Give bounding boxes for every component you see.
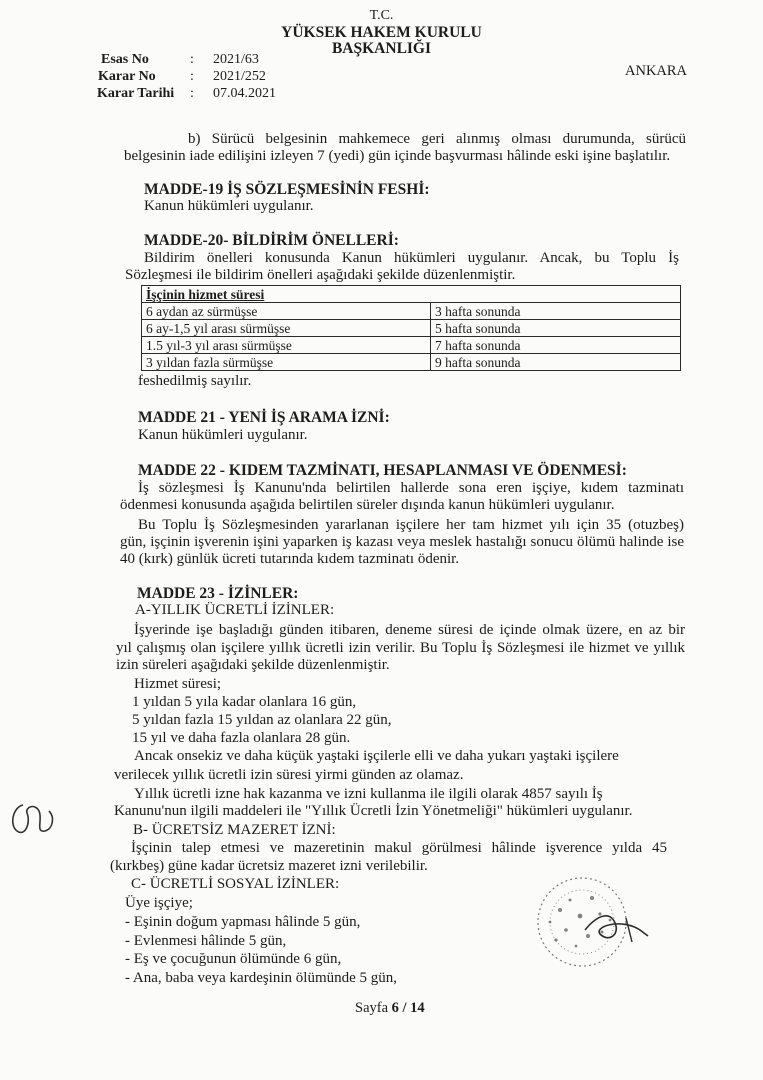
- intro-line-2: belgesinin iade edilişini izleyen 7 (yedi) gün içinde başvurması hâlinde eski işine başlatılır.: [124, 148, 671, 164]
- table-row: [142, 320, 681, 337]
- list-item: - Eşinin doğum yapması hâlinde 5 gün,: [125, 914, 361, 930]
- m23-a-line-5: 1 yıldan 5 yıla kadar olanlara 16 gün,: [132, 694, 357, 710]
- m23-a-line-11: Kanunu'nun ilgili maddeleri ile "Yıllık Ücretli İzin Yönetmeliği" hükümleri uygulanır.: [114, 803, 633, 819]
- header-org-line1: YÜKSEK HAKEM KURULU: [281, 24, 482, 41]
- duration-cell: 6 aydan az sürmüşse: [142, 303, 431, 320]
- list-item: - Evlenmesi hâlinde 5 gün,: [125, 933, 287, 949]
- header-org-line2: BAŞKANLIĞI: [331, 40, 432, 57]
- m22-title: MADDE 22 - KIDEM TAZMİNATI, HESAPLANMASI VE ÖDENMESİ:: [138, 462, 627, 479]
- notice-cell: 7 hafta sonunda: [431, 337, 681, 354]
- page-number: [355, 1000, 425, 1017]
- official-stamp: [530, 870, 660, 980]
- m23-c-title: C- ÜCRETLİ SOSYAL İZİNLER:: [131, 876, 340, 892]
- m22-line-2: ödenmesi konusunda aşağıda belirtilen süreler dışında kanun hükümleri uygulanır.: [120, 497, 615, 513]
- tarih-value: 07.04.2021: [213, 86, 276, 101]
- m23-a-line-9: verilecek yıllık ücretli izin süresi yirmi günden az olamaz.: [114, 767, 464, 783]
- table-row: [142, 303, 681, 320]
- m22-line-4: gün, işçinin işverenin işini yaparken iş kazası veya meslek hastalığı sonucu ölümü halinde ise: [120, 534, 684, 550]
- page-current: 6: [391, 1000, 399, 1016]
- esas-label: Esas No: [101, 52, 149, 67]
- page-label: Sayfa: [355, 1000, 389, 1016]
- m20-line-1: Bildirim önelleri konusunda Kanun hükümleri uygulanır. Ancak, bu Toplu İş: [144, 250, 679, 266]
- m23-a-line-4: Hizmet süresi;: [134, 676, 222, 692]
- karar-label: Karar No: [98, 69, 156, 84]
- karar-value: 2021/252: [213, 69, 266, 84]
- m20-title: MADDE-20- BİLDİRİM ÖNELLERİ:: [144, 232, 399, 249]
- notice-period-table: [141, 285, 681, 371]
- handwritten-initials: [5, 797, 65, 847]
- m23-a-line-8: Ancak onsekiz ve daha küçük yaştaki işçilerle elli ve daha yukarı yaştaki işçilere: [134, 748, 619, 764]
- m23-a-line-7: 15 yıl ve daha fazla olanlara 28 gün.: [132, 730, 351, 746]
- list-item: - Ana, baba veya kardeşinin ölümünde 5 gün,: [125, 970, 398, 986]
- m23-a-line-2: yıl çalışmış olan işçilere yıllık ücretli izin verilir. Bu Toplu İş Sözleşmesi ile hizmet ve yıllık: [116, 640, 685, 656]
- table-header: İşçinin hizmet süresi: [142, 286, 681, 303]
- m23-b-line-2: (kırkbeş) güne kadar ücretsiz mazeret izni verilebilir.: [110, 858, 428, 874]
- m23-b-title: B- ÜCRETSİZ MAZERET İZNİ:: [133, 822, 336, 838]
- m22-line-5: 40 (kırk) günlük ücreti tutarında kıdem tazminatı ödenir.: [120, 551, 460, 567]
- m20-line-2: Sözleşmesi ile bildirim önelleri aşağıdaki şekilde düzenlenmiştir.: [125, 267, 516, 283]
- m23-a-title: A-YILLIK ÜCRETLİ İZİNLER:: [135, 602, 335, 618]
- intro-line-1: b) Sürücü belgesinin mahkemece geri alınmış olması durumunda, sürücü: [188, 131, 686, 147]
- esas-value: 2021/63: [213, 52, 259, 67]
- header-country: T.C.: [369, 8, 394, 23]
- m22-line-1: İş sözleşmesi İş Kanunu'nda belirtilen hallerde sona eren işçiye, kıdem tazminatı: [138, 480, 684, 496]
- meta-colon: :: [190, 52, 194, 67]
- m21-text: Kanun hükümleri uygulanır.: [138, 427, 308, 443]
- notice-cell: 3 hafta sonunda: [431, 303, 681, 320]
- m23-a-line-6: 5 yıldan fazla 15 yıldan az olanlara 22 gün,: [132, 712, 392, 728]
- table-row: [142, 337, 681, 354]
- meta-colon: :: [190, 69, 194, 84]
- m19-text: Kanun hükümleri uygulanır.: [144, 198, 314, 214]
- m23-title: MADDE 23 - İZİNLER:: [137, 585, 299, 602]
- m20-after: feshedilmiş sayılır.: [138, 373, 252, 389]
- duration-cell: 1.5 yıl-3 yıl arası sürmüşse: [142, 337, 431, 354]
- duration-cell: 6 ay-1,5 yıl arası sürmüşse: [142, 320, 431, 337]
- page-total: 14: [410, 1000, 425, 1016]
- list-item: - Eş ve çocuğunun ölümünde 6 gün,: [125, 951, 342, 967]
- notice-cell: 5 hafta sonunda: [431, 320, 681, 337]
- m23-a-line-1: İşyerinde işe başladığı günden itibaren, deneme süresi de içinde olmak üzere, en az bir: [134, 622, 685, 638]
- meta-colon: :: [190, 86, 194, 101]
- m23-a-line-3: izin süreleri aşağıdaki şekilde düzenlenmiştir.: [116, 657, 390, 673]
- header-city: ANKARA: [625, 63, 688, 79]
- table-row: [142, 354, 681, 371]
- tarih-label: Karar Tarihi: [97, 86, 175, 101]
- duration-cell: 3 yıldan fazla sürmüşse: [142, 354, 431, 371]
- notice-cell: 9 hafta sonunda: [431, 354, 681, 371]
- m23-a-line-10: Yıllık ücretli izne hak kazanma ve izni kullanma ile ilgili olarak 4857 sayılı İş: [134, 786, 603, 802]
- page-sep: /: [402, 1000, 407, 1016]
- m19-title: MADDE-19 İŞ SÖZLEŞMESİNİN FESHİ:: [144, 181, 430, 198]
- m23-c-intro: Üye işçiye;: [125, 895, 193, 911]
- m22-line-3: Bu Toplu İş Sözleşmesinden yararlanan işçilere her tam hizmet yılı için 35 (otuzbeş): [138, 517, 684, 533]
- m23-b-line-1: İşçinin talep etmesi ve mazeretinin makul görülmesi hâlinde işverence yılda 45: [131, 840, 667, 856]
- m21-title: MADDE 21 - YENİ İŞ ARAMA İZNİ:: [138, 409, 390, 426]
- table-row: [142, 286, 681, 303]
